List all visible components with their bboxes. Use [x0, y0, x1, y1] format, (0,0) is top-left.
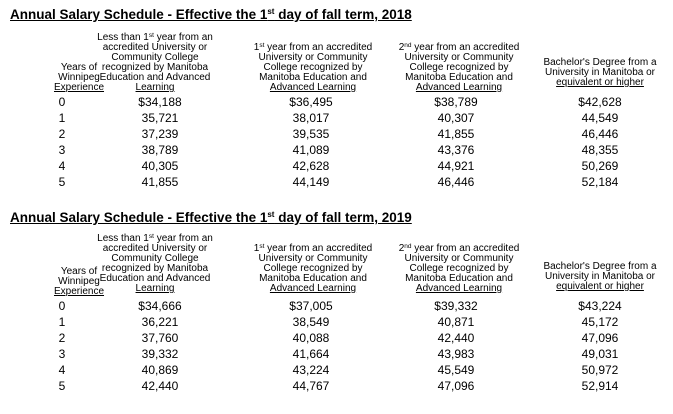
salary-cell: 52,184 — [581, 175, 619, 189]
salary-cell: 45,549 — [437, 363, 475, 377]
salary-cell: 52,914 — [581, 379, 619, 393]
salary-cell: 44,149 — [292, 175, 330, 189]
salary-cell: 40,869 — [141, 363, 179, 377]
salary-cell: $38,789 — [434, 95, 478, 109]
salary-cell: $39,332 — [434, 299, 478, 313]
salary-cell: 38,549 — [292, 315, 330, 329]
years-cell: 3 — [58, 143, 66, 157]
salary-cell: 38,017 — [292, 111, 330, 125]
salary-cell: 40,088 — [292, 331, 330, 345]
salary-cell: 44,767 — [292, 379, 330, 393]
salary-cell: 41,855 — [141, 175, 179, 189]
years-cell: 2 — [58, 331, 66, 345]
years-cell: 2 — [58, 127, 66, 141]
salary-cell: 38,789 — [141, 143, 179, 157]
salary-cell: 47,096 — [581, 331, 619, 345]
years-header: Years of Winnipeg Experience — [53, 62, 105, 93]
salary-cell: 42,440 — [141, 379, 179, 393]
years-cell: 1 — [58, 315, 66, 329]
salary-cell: $34,666 — [138, 299, 182, 313]
schedule-title: Annual Salary Schedule - Effective the 1st day of fall term, 2019 — [10, 210, 412, 225]
col2-header: 1st year from an accredited University or Community College recognized by Manitoba Education and Advanced Learning — [253, 243, 373, 294]
salary-cell: 47,096 — [437, 379, 475, 393]
years-cell: 3 — [58, 347, 66, 361]
salary-cell: 40,871 — [437, 315, 475, 329]
salary-cell: 36,221 — [141, 315, 179, 329]
col4-header: Bachelor's Degree from a University in Manitoba or equivalent or higher — [543, 57, 657, 88]
salary-cell: 42,440 — [437, 331, 475, 345]
years-cell: 0 — [58, 299, 66, 313]
salary-cell: $37,005 — [289, 299, 333, 313]
salary-cell: $43,224 — [578, 299, 622, 313]
salary-cell: 46,446 — [581, 127, 619, 141]
salary-cell: 50,269 — [581, 159, 619, 173]
salary-schedule-2018 — [0, 7, 673, 207]
salary-cell: 45,172 — [581, 315, 619, 329]
salary-cell: 37,760 — [141, 331, 179, 345]
salary-cell: 41,664 — [292, 347, 330, 361]
years-cell: 5 — [58, 175, 66, 189]
salary-cell: 46,446 — [437, 175, 475, 189]
salary-cell: 37,239 — [141, 127, 179, 141]
years-cell: 5 — [58, 379, 66, 393]
salary-cell: 49,031 — [581, 347, 619, 361]
salary-cell: 43,224 — [292, 363, 330, 377]
salary-schedule-2019 — [0, 210, 673, 414]
salary-cell: 48,355 — [581, 143, 619, 157]
salary-cell: $42,628 — [578, 95, 622, 109]
salary-cell: $36,495 — [289, 95, 333, 109]
years-cell: 0 — [58, 95, 66, 109]
years-cell: 1 — [58, 111, 66, 125]
years-cell: 4 — [58, 159, 66, 173]
col3-header: 2nd year from an accredited University or Community College recognized by Manitoba Education and Advanced Learning — [398, 243, 520, 294]
salary-cell: 39,535 — [292, 127, 330, 141]
salary-cell: 35,721 — [141, 111, 179, 125]
years-cell: 4 — [58, 363, 66, 377]
col2-header: 1st year from an accredited University or Community College recognized by Manitoba Education and Advanced Learning — [253, 42, 373, 93]
salary-cell: 43,376 — [437, 143, 475, 157]
salary-cell: 41,089 — [292, 143, 330, 157]
years-header: Years of Winnipeg Experience — [53, 266, 105, 297]
salary-cell: 40,307 — [437, 111, 475, 125]
salary-cell: 44,921 — [437, 159, 475, 173]
col1-header: Less than 1st year from an accredited University or Community College recognized by Manitoba Education and Advanced Learning — [97, 32, 213, 93]
salary-cell: 39,332 — [141, 347, 179, 361]
salary-cell: 40,305 — [141, 159, 179, 173]
schedule-title: Annual Salary Schedule - Effective the 1st day of fall term, 2018 — [10, 7, 412, 22]
salary-cell: 43,983 — [437, 347, 475, 361]
salary-cell: 41,855 — [437, 127, 475, 141]
col3-header: 2nd year from an accredited University or Community College recognized by Manitoba Education and Advanced Learning — [398, 42, 520, 93]
salary-cell: 44,549 — [581, 111, 619, 125]
salary-cell: 50,972 — [581, 363, 619, 377]
col1-header: Less than 1st year from an accredited University or Community College recognized by Manitoba Education and Advanced Learning — [97, 233, 213, 294]
col4-header: Bachelor's Degree from a University in Manitoba or equivalent or higher — [543, 261, 657, 292]
salary-cell: 42,628 — [292, 159, 330, 173]
salary-cell: $34,188 — [138, 95, 182, 109]
